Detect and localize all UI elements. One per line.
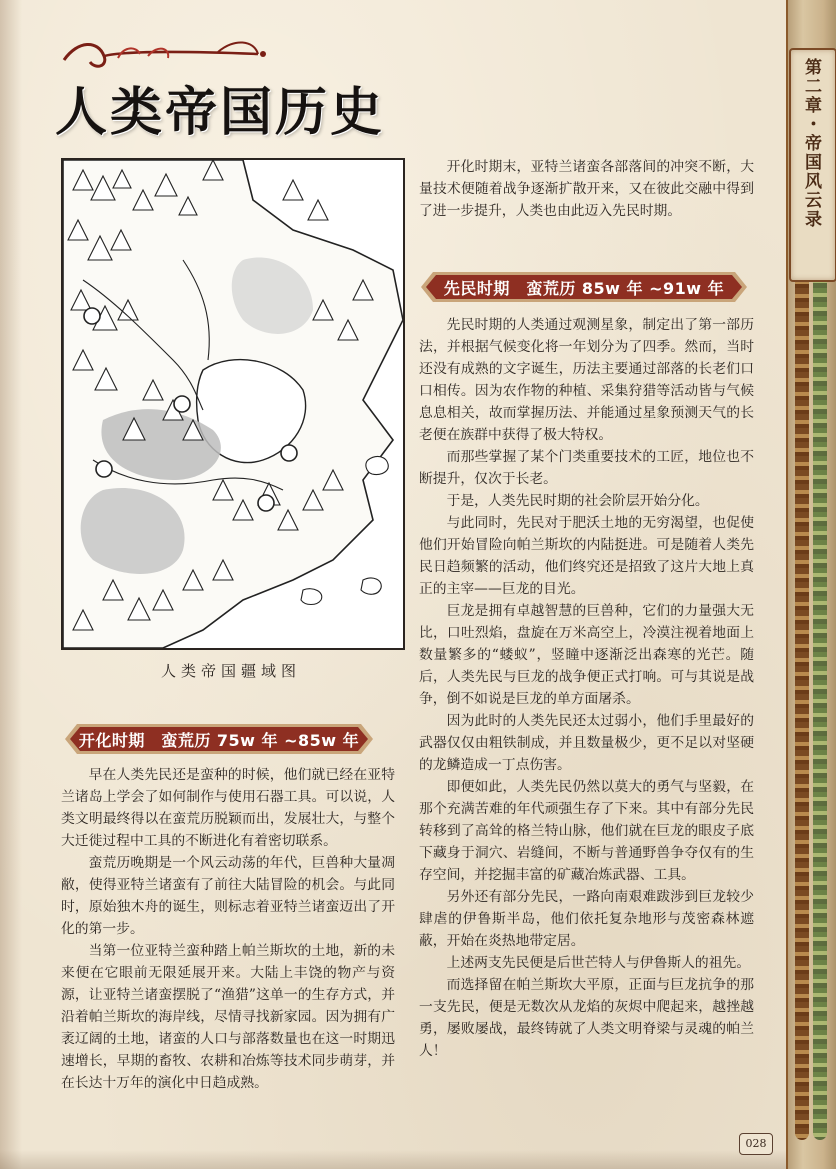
section-banner-label: 开化时期 蛮荒历 75w 年 ~85w 年 xyxy=(78,730,360,750)
side-rope-decoration xyxy=(795,260,809,1140)
paragraph: 巨龙是拥有卓越智慧的巨兽种，它们的力量强大无比，口吐烈焰，盘旋在万米高空上，冷漠注视着地面上数量繁多的“蝼蚁”，竖瞳中逐渐泛出森寒的光芒。随后，人类先民与巨龙的战争便正式打响。可与其说是战争，倒不如说是巨龙的单方面屠杀。 xyxy=(419,603,754,707)
side-vine-decoration xyxy=(813,260,827,1140)
paragraph: 与此同时，先民对于肥沃土地的无穷渴望，也促使他们开始冒险向帕兰斯坎的内陆挺进。可是随着人类先民日趋频繁的活动，他们终究还是招致了这片大地上真正的主宰——巨龙的目光。 xyxy=(419,515,754,597)
paragraph: 上述两支先民便是后世芒特人与伊鲁斯人的祖先。 xyxy=(446,955,751,971)
paragraph: 早在人类先民还是蛮种的时候，他们就已经在亚特兰诸岛上学会了如何制作与使用石器工具。可以说，人类文明最终得以在蛮荒历脱颖而出，发展壮大，与整个大迁徙过程中工具的不断进化有着密切联系。 xyxy=(61,767,395,849)
left-column xyxy=(61,764,395,1094)
empire-map xyxy=(61,158,405,650)
right-column-top xyxy=(419,156,754,222)
paragraph: 于是，人类先民时期的社会阶层开始分化。 xyxy=(446,493,709,509)
paragraph: 开化时期末，亚特兰诸蛮各部落间的冲突不断，大量技术便随着战争逐渐扩散开来，又在彼此交融中得到了进一步提升，人类也由此迈入先民时期。 xyxy=(419,159,754,219)
section-banner-xianmin xyxy=(419,270,749,304)
map-caption: 人类帝国疆域图 xyxy=(160,662,301,680)
paragraph: 另外还有部分先民，一路向南艰难跋涉到巨龙较少肆虐的伊鲁斯半岛，他们依托复杂地形与茂密森林遮蔽，开始在炎热地带定居。 xyxy=(419,889,754,949)
right-column xyxy=(419,314,754,1062)
paragraph: 而那些掌握了某个门类重要技术的工匠，地位也不断提升，仅次于长老。 xyxy=(419,449,754,487)
city-marker xyxy=(96,461,112,477)
page-edge-shadow xyxy=(0,0,22,1169)
paragraph: 而选择留在帕兰斯坎大平原，正面与巨龙抗争的那一支先民，便是无数次从龙焰的灰烬中爬起来，越挫越勇，屡败屡战，最终铸就了人类文明脊梁与灵魂的帕兰人！ xyxy=(419,977,754,1059)
page-bottom-shadow xyxy=(0,1150,786,1169)
paragraph: 因为此时的人类先民还太过弱小，他们手里最好的武器仅仅由粗铁制成，并且数量极少，更不足以对坚硬的龙鳞造成一丁点伤害。 xyxy=(419,713,754,773)
chapter-label: 第二章・帝国风云录 xyxy=(801,58,821,229)
page-title: 人类帝国历史 xyxy=(55,83,386,143)
city-marker xyxy=(258,495,274,511)
city-marker xyxy=(281,445,297,461)
paragraph: 蛮荒历晚期是一个风云动荡的年代，巨兽种大量凋敝，使得亚特兰诸蛮有了前往大陆冒险的机会。与此同时，原始独木舟的诞生，则标志着亚特兰诸蛮迈出了开化的第一步。 xyxy=(61,855,395,937)
city-marker xyxy=(84,308,100,324)
map-illustration xyxy=(63,160,403,648)
section-banner-kaihua xyxy=(63,722,375,756)
paragraph: 先民时期的人类通过观测星象，制定出了第一部历法，并根据气候变化将一年划分为了四季。然而，当时还没有成熟的文字诞生，历法主要通过部落的长老们口口相传。因为农作物的种植、采集狩猎等活动皆与气候息息相关，故而掌握历法、并能通过星象预测天气的长老便在族群中获得了极大特权。 xyxy=(419,317,754,443)
section-banner-label: 先民时期 蛮荒历 85w 年 ~91w 年 xyxy=(443,278,725,298)
city-marker xyxy=(174,396,190,412)
paragraph: 即便如此，人类先民仍然以莫大的勇气与坚毅，在那个充满苦难的年代顽强生存了下来。其中有部分先民转移到了高耸的格兰特山脉，他们就在巨龙的眼皮子底下藏身于洞穴、岩缝间，不断与普通野兽争夺仅有的生存空间，并挖掘丰富的矿藏冶炼武器、工具。 xyxy=(419,779,754,883)
paragraph: 当第一位亚特兰蛮种踏上帕兰斯坎的土地，新的未来便在它眼前无限延展开来。大陆上丰饶的物产与资源，让亚特兰诸蛮摆脱了“渔猎”这单一的生存方式，并沿着帕兰斯坎的海岸线，尽情寻找新家园。因为拥有广袤辽阔的土地，诸蛮的人口与部落数量也在这一时期迅速增长，早期的畜牧、农耕和冶炼等技术同步萌芽，并在长达十万年的演化中日趋成熟。 xyxy=(61,943,395,1091)
page-number: 028 xyxy=(739,1133,773,1155)
